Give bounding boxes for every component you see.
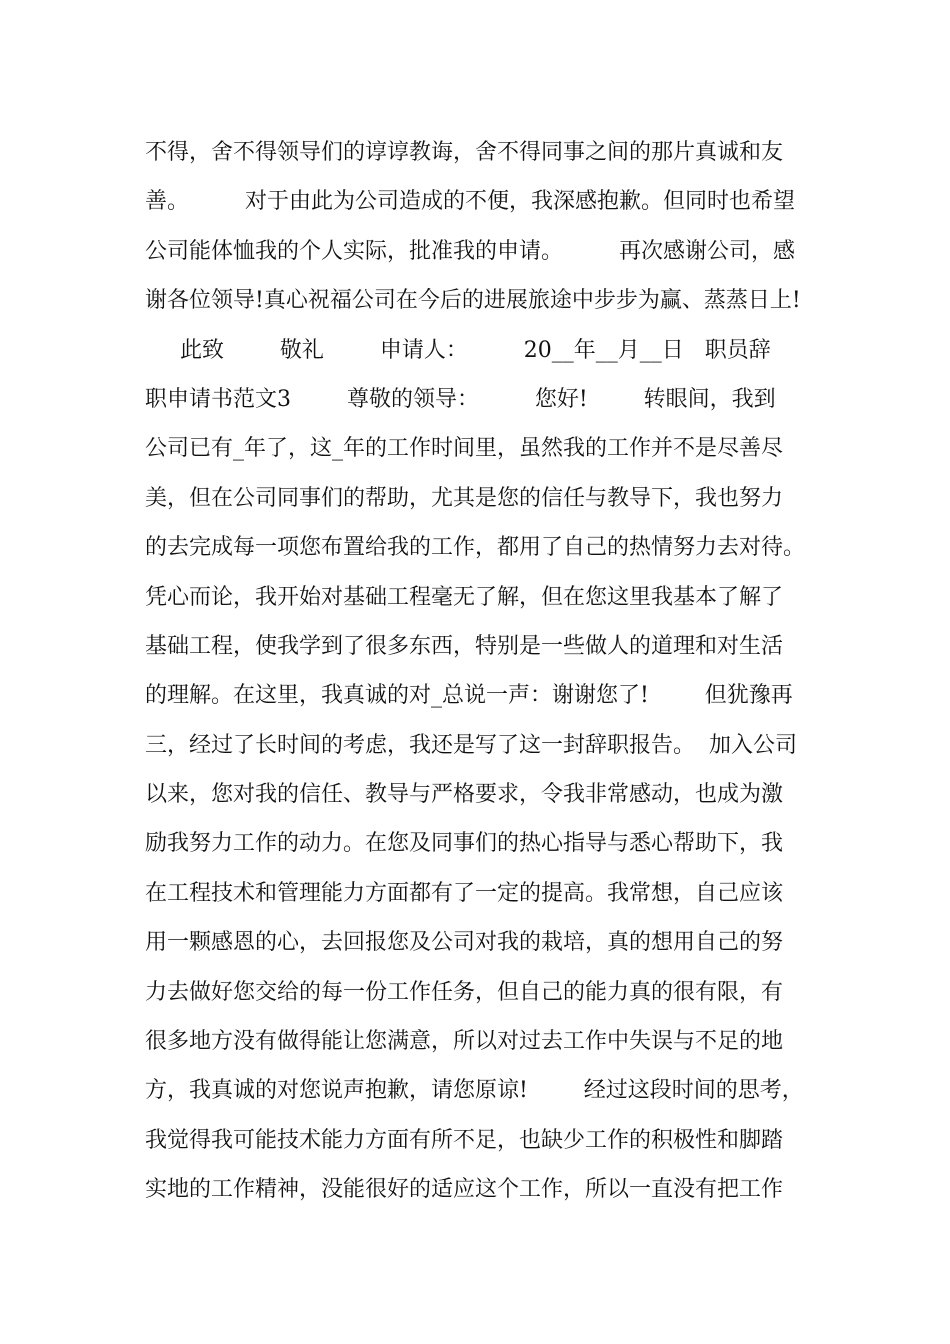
text-line: 公司已有_年了，这_年的工作时间里，虽然我的工作并不是尽善尽 xyxy=(145,436,784,462)
text-line: 方，我真诚的对您说声抱歉，请您原谅! 经过这段时间的思考， xyxy=(145,1078,804,1104)
text-line: 美，但在公司同事们的帮助，尤其是您的信任与教导下，我也努力 xyxy=(145,485,784,511)
text-line: 不得，舍不得领导们的谆谆教诲，舍不得同事之间的那片真诚和友 xyxy=(145,140,784,165)
text-line: 三，经过了长时间的考虑，我还是写了这一封辞职报告。 加入公司 xyxy=(145,732,797,758)
text-line: 的去完成每一项您布置给我的工作，都用了自己的热情努力去对待。 xyxy=(145,535,806,561)
text-line: 此致 敬礼 申请人： 20__年__月__日 职员辞 xyxy=(145,337,771,363)
text-line: 谢各位领导!真心祝福公司在今后的进展旅途中步步为赢、蒸蒸日上! xyxy=(145,288,801,314)
text-line: 很多地方没有做得能让您满意，所以对过去工作中失误与不足的地 xyxy=(145,1029,784,1055)
body-text xyxy=(145,128,825,1215)
text-line: 基础工程，使我学到了很多东西，特别是一些做人的道理和对生活 xyxy=(145,633,784,659)
text-line: 公司能体恤我的个人实际，批准我的申请。 再次感谢公司，感 xyxy=(145,238,795,264)
text-line: 实地的工作精神，没能很好的适应这个工作，所以一直没有把工作 xyxy=(145,1177,784,1203)
text-line: 力去做好您交给的每一份工作任务，但自己的能力真的很有限，有 xyxy=(145,979,784,1005)
text-line: 在工程技术和管理能力方面都有了一定的提高。我常想，自己应该 xyxy=(145,880,784,906)
text-line: 励我努力工作的动力。在您及同事们的热心指导与悉心帮助下，我 xyxy=(145,831,784,857)
text-line: 我觉得我可能技术能力方面有所不足，也缺少工作的积极性和脚踏 xyxy=(145,1127,784,1153)
text-line: 善。 对于由此为公司造成的不便，我深感抱歉。但同时也希望 xyxy=(145,189,795,215)
text-line: 凭心而论，我开始对基础工程毫无了解，但在您这里我基本了解了 xyxy=(145,584,784,610)
text-line: 的理解。在这里，我真诚的对_总说一声：谢谢您了! 但犹豫再 xyxy=(145,683,793,709)
text-line: 用一颗感恩的心，去回报您及公司对我的栽培，真的想用自己的努 xyxy=(145,930,784,956)
text-line: 职申请书范文3 尊敬的领导： 您好! 转眼间，我到 xyxy=(145,386,776,412)
text-line: 以来，您对我的信任、教导与严格要求，令我非常感动，也成为激 xyxy=(145,782,784,808)
